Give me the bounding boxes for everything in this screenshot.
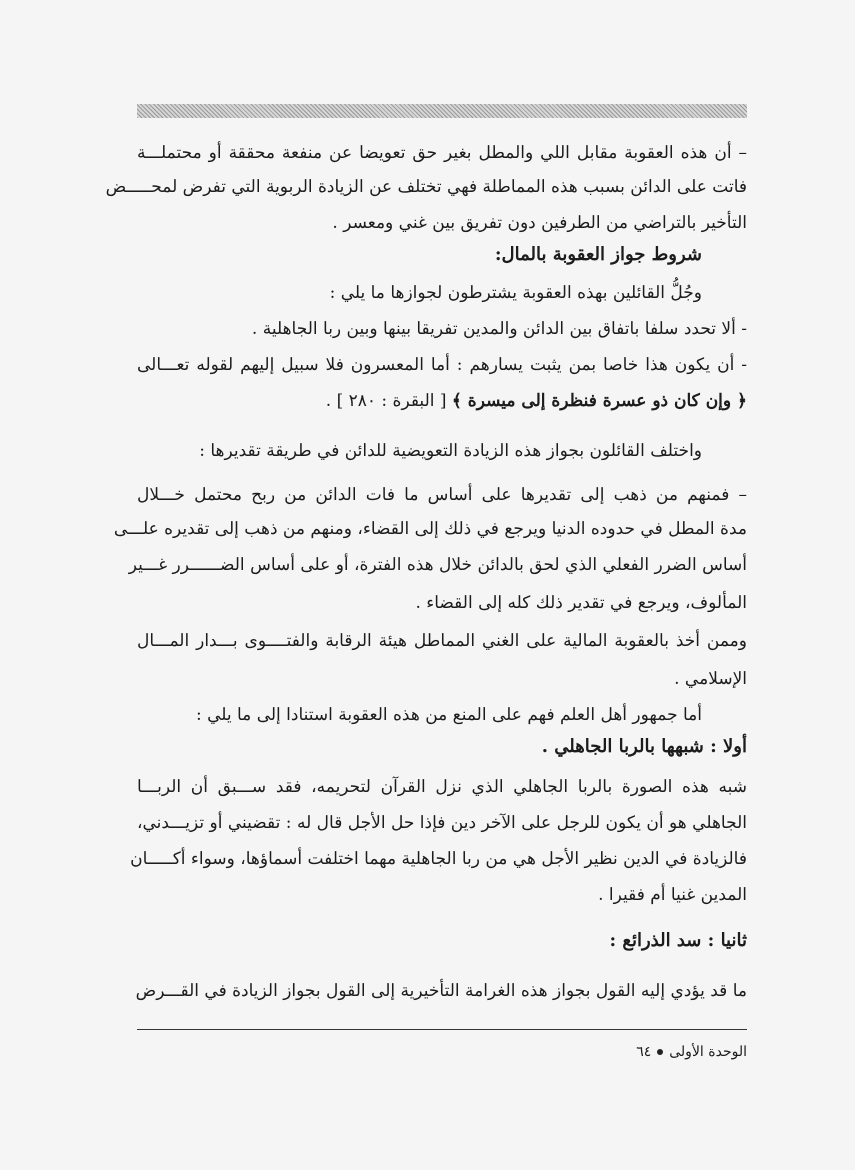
page-number: ٦٤	[636, 1044, 652, 1060]
body-line: وجُلُّ القائلين بهذه العقوبة يشترطون لجوازها ما يلي :	[329, 283, 702, 303]
footer-rule	[137, 1029, 747, 1030]
body-line: وممن أخذ بالعقوبة المالية على الغني المماطل هيئة الرقابة والفتــــوى بـــدار المـــال	[137, 631, 747, 651]
body-line: المدين غنيا أم فقيرا .	[598, 885, 747, 905]
body-line: ما قد يؤدي إليه القول بجواز هذه الغرامة التأخيرية إلى القول بجواز الزيادة في القـــرض	[135, 981, 747, 1001]
list-item: - أن يكون هذا خاصا بمن يثبت يسارهم : أما المعسرون فلا سبيل إليهم لقوله تعـــالى	[137, 355, 747, 375]
body-line: واختلف القائلون بجواز هذه الزيادة التعويضية للدائن في طريقة تقديرها :	[199, 441, 702, 461]
page-footer	[636, 1044, 747, 1060]
quran-verse: ﴿ وإن كان ذو عسرة فنظرة إلى ميسرة ﴾	[451, 391, 747, 411]
body-line: – أن هذه العقوبة مقابل اللي والمطل بغير حق تعويضا عن منفعة محققة أو محتملـــة	[137, 143, 747, 163]
body-line: فاتت على الدائن بسبب هذه المماطلة فهي تختلف عن الزيادة الربوية التي تفرض لمحـــــض	[105, 177, 747, 197]
section-heading: أولا : شبهها بالربا الجاهلي .	[541, 736, 747, 757]
header-rule	[137, 104, 747, 118]
body-line: أما جمهور أهل العلم فهم على المنع من هذه العقوبة استنادا إلى ما يلي :	[195, 705, 702, 725]
section-heading: ثانيا : سد الذرائع :	[609, 930, 747, 951]
body-line: المألوف، ويرجع في تقدير ذلك كله إلى القضاء .	[415, 593, 747, 613]
verse-reference: [ البقرة : ٢٨٠ ] .	[325, 391, 447, 411]
body-line: أساس الضرر الفعلي الذي لحق بالدائن خلال هذه الفترة، أو على أساس الضــــــرر غـــير	[128, 555, 747, 575]
body-line: الجاهلي هو أن يكون للرجل على الآخر دين فإذا حل الأجل قال له : تقضيني أو تزيـــدني،	[137, 813, 747, 833]
body-line: – فمنهم من ذهب إلى تقديرها على أساس ما فات الدائن من ربح محتمل خـــلال	[137, 485, 747, 505]
unit-title: الوحدة الأولى	[669, 1044, 747, 1060]
body-line: التأخير بالتراضي من الطرفين دون تفريق بين غني ومعسر .	[332, 213, 747, 233]
section-heading: شروط جواز العقوبة بالمال:	[494, 244, 702, 265]
body-line: مدة المطل في حدوده الدنيا ويرجع في ذلك إلى القضاء، ومنهم من ذهب إلى تقديره علـــى	[113, 519, 747, 539]
body-line: فالزيادة في الدين نظير الأجل هي من ربا الجاهلية مهما اختلفت أسماؤها، وسواء أكـــــان	[130, 849, 747, 869]
body-line: الإسلامي .	[674, 669, 747, 689]
body-line: شبه هذه الصورة بالربا الجاهلي الذي نزل القرآن لتحريمه، فقد ســـبق أن الربـــا	[137, 777, 747, 797]
list-item: - ألا تحدد سلفا باتفاق بين الدائن والمدين تفريقا بينها وبين ربا الجاهلية .	[251, 319, 747, 339]
bullet-icon	[657, 1049, 663, 1055]
body-line	[326, 390, 747, 412]
